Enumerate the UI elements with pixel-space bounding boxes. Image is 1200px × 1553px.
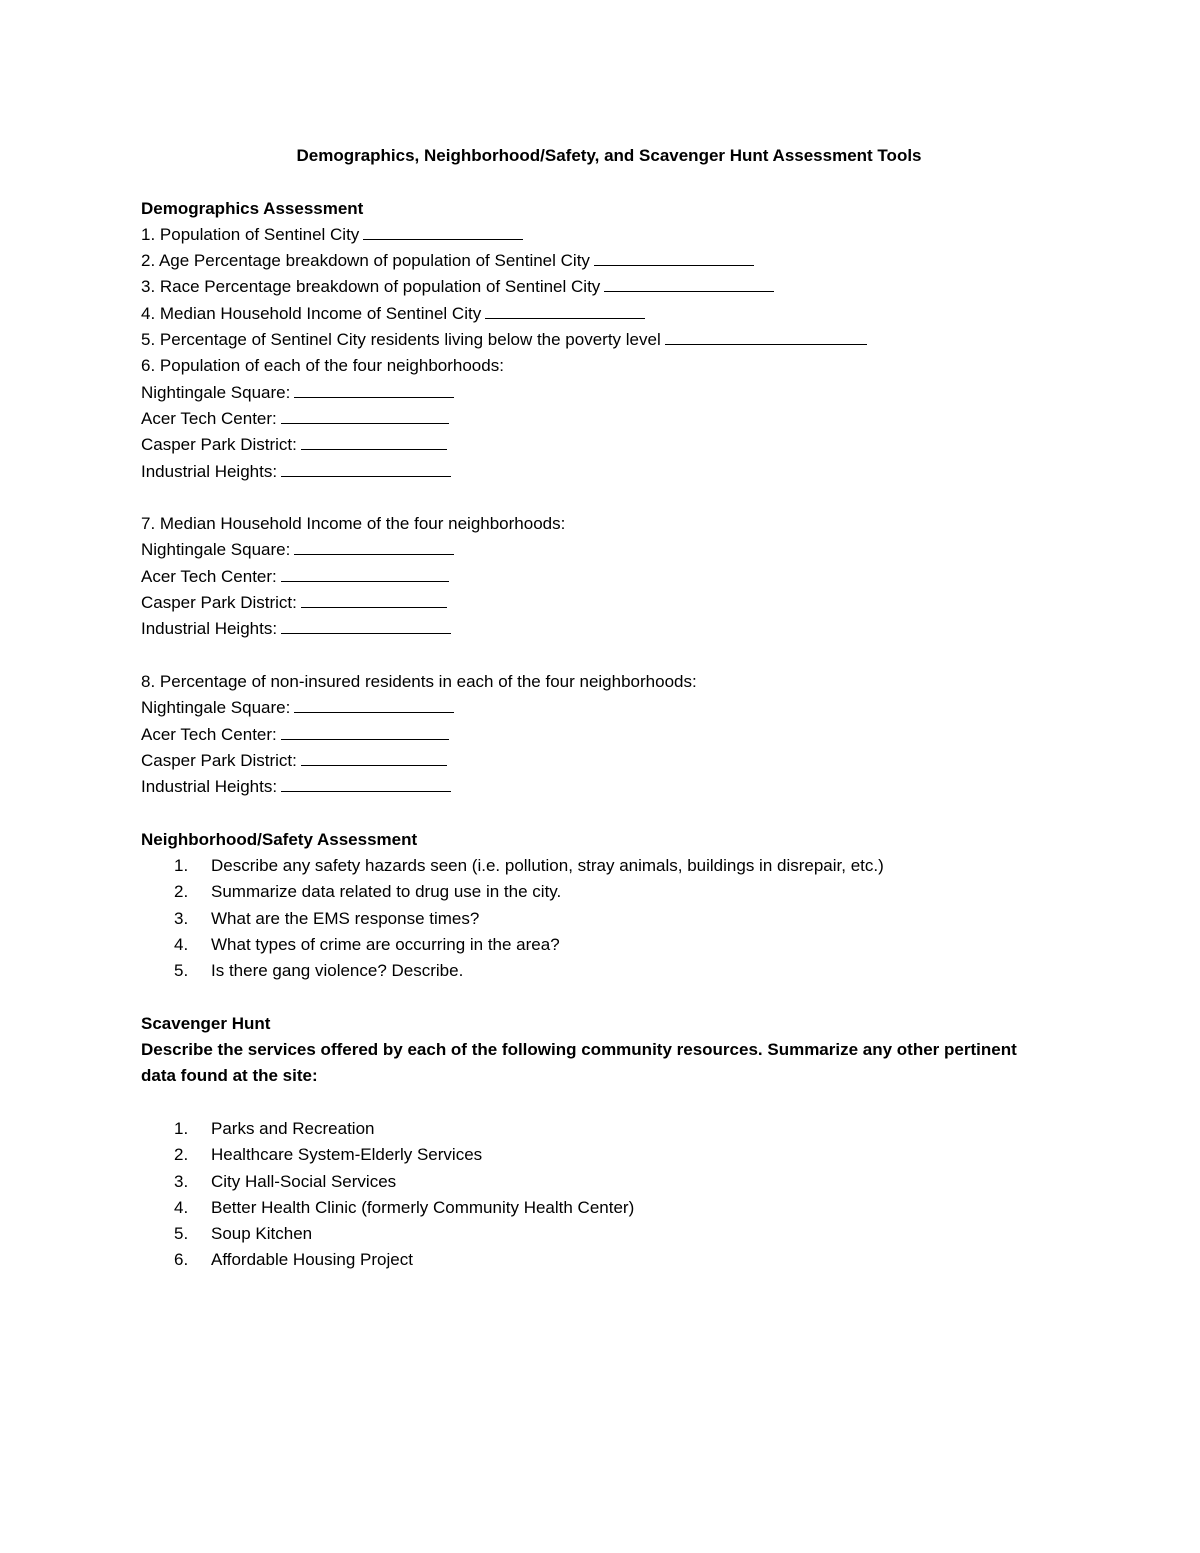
neighborhood-label: Nightingale Square: bbox=[141, 382, 291, 402]
neighborhood-label: Industrial Heights: bbox=[141, 777, 278, 797]
neighborhood-label: Casper Park District: bbox=[141, 750, 297, 770]
answer-blank[interactable] bbox=[604, 274, 774, 292]
demographics-q5 bbox=[141, 327, 1061, 353]
safety-heading: Neighborhood/Safety Assessment bbox=[141, 829, 418, 849]
list-item: 5. Is there gang violence? Describe. bbox=[174, 961, 464, 981]
spacer bbox=[141, 485, 1061, 511]
neighborhood-label: Nightingale Square: bbox=[141, 540, 291, 560]
answer-blank[interactable] bbox=[301, 432, 447, 450]
neighborhood-label: Nightingale Square: bbox=[141, 698, 291, 718]
demographics-q4 bbox=[141, 301, 1061, 327]
answer-blank[interactable] bbox=[281, 616, 451, 634]
list-item: 5. Soup Kitchen bbox=[174, 1224, 313, 1244]
answer-blank[interactable] bbox=[594, 248, 754, 266]
answer-blank[interactable] bbox=[281, 774, 451, 792]
answer-blank[interactable] bbox=[281, 406, 449, 424]
safety-list bbox=[141, 853, 1061, 984]
demographics-q6: 6. Population of each of the four neighborhoods: bbox=[141, 356, 504, 376]
demographics-q3 bbox=[141, 274, 1061, 300]
document-title: Demographics, Neighborhood/Safety, and Scavenger Hunt Assessment Tools bbox=[296, 146, 922, 165]
neighborhood-label: Acer Tech Center: bbox=[141, 566, 277, 586]
neighborhood-label: Casper Park District: bbox=[141, 593, 297, 613]
spacer bbox=[141, 643, 1061, 669]
scavenger-list bbox=[141, 1116, 1061, 1274]
demographics-q8: 8. Percentage of non-insured residents in each of the four neighborhoods: bbox=[141, 671, 697, 691]
neighborhood-row bbox=[141, 774, 1061, 800]
neighborhood-row bbox=[141, 695, 1061, 721]
neighborhood-label: Casper Park District: bbox=[141, 435, 297, 455]
neighborhood-row bbox=[141, 406, 1061, 432]
spacer bbox=[141, 1090, 1061, 1116]
list-item: 6. Affordable Housing Project bbox=[174, 1250, 413, 1270]
spacer bbox=[141, 985, 1061, 1011]
list-item: 4. Better Health Clinic (formerly Community Health Center) bbox=[174, 1197, 635, 1217]
document-content bbox=[141, 143, 1061, 1274]
spacer bbox=[141, 800, 1061, 826]
neighborhood-row bbox=[141, 590, 1061, 616]
demographics-q5-text: 5. Percentage of Sentinel City residents living below the poverty level bbox=[141, 330, 661, 350]
answer-blank[interactable] bbox=[485, 301, 645, 319]
neighborhood-row bbox=[141, 616, 1061, 642]
demographics-q3-text: 3. Race Percentage breakdown of population of Sentinel City bbox=[141, 277, 601, 297]
spacer bbox=[141, 169, 1061, 195]
demographics-q1-text: 1. Population of Sentinel City bbox=[141, 224, 360, 244]
demographics-q1 bbox=[141, 222, 1061, 248]
neighborhood-row bbox=[141, 432, 1061, 458]
list-item: 1. Parks and Recreation bbox=[174, 1118, 375, 1138]
list-item: 4. What types of crime are occurring in the area? bbox=[174, 934, 560, 954]
answer-blank[interactable] bbox=[294, 695, 454, 713]
demographics-q2-text: 2. Age Percentage breakdown of population of Sentinel City bbox=[141, 251, 590, 271]
answer-blank[interactable] bbox=[665, 327, 867, 345]
neighborhood-label: Acer Tech Center: bbox=[141, 408, 277, 428]
list-item: 1. Describe any safety hazards seen (i.e. pollution, stray animals, buildings in disrepair, etc.) bbox=[174, 856, 884, 876]
demographics-q2 bbox=[141, 248, 1061, 274]
demographics-q4-text: 4. Median Household Income of Sentinel City bbox=[141, 303, 482, 323]
neighborhood-label: Acer Tech Center: bbox=[141, 724, 277, 744]
neighborhood-label: Industrial Heights: bbox=[141, 619, 278, 639]
scavenger-instructions: Describe the services offered by each of the following community resources. Summarize any other pertinent data found at the site: bbox=[141, 1040, 1017, 1086]
answer-blank[interactable] bbox=[301, 748, 447, 766]
answer-blank[interactable] bbox=[281, 722, 449, 740]
answer-blank[interactable] bbox=[363, 222, 523, 240]
list-item: 3. City Hall-Social Services bbox=[174, 1171, 397, 1191]
demographics-q7: 7. Median Household Income of the four neighborhoods: bbox=[141, 514, 566, 534]
neighborhood-label: Industrial Heights: bbox=[141, 461, 278, 481]
neighborhood-row bbox=[141, 537, 1061, 563]
scavenger-heading: Scavenger Hunt bbox=[141, 1013, 271, 1033]
neighborhood-row bbox=[141, 722, 1061, 748]
neighborhood-row bbox=[141, 459, 1061, 485]
answer-blank[interactable] bbox=[294, 537, 454, 555]
answer-blank[interactable] bbox=[294, 380, 454, 398]
demographics-heading: Demographics Assessment bbox=[141, 198, 364, 218]
answer-blank[interactable] bbox=[281, 564, 449, 582]
neighborhood-row bbox=[141, 748, 1061, 774]
list-item: 2. Summarize data related to drug use in the city. bbox=[174, 882, 562, 902]
neighborhood-row bbox=[141, 380, 1061, 406]
answer-blank[interactable] bbox=[301, 590, 447, 608]
neighborhood-row bbox=[141, 564, 1061, 590]
list-item: 2. Healthcare System-Elderly Services bbox=[174, 1145, 483, 1165]
answer-blank[interactable] bbox=[281, 459, 451, 477]
list-item: 3. What are the EMS response times? bbox=[174, 908, 480, 928]
